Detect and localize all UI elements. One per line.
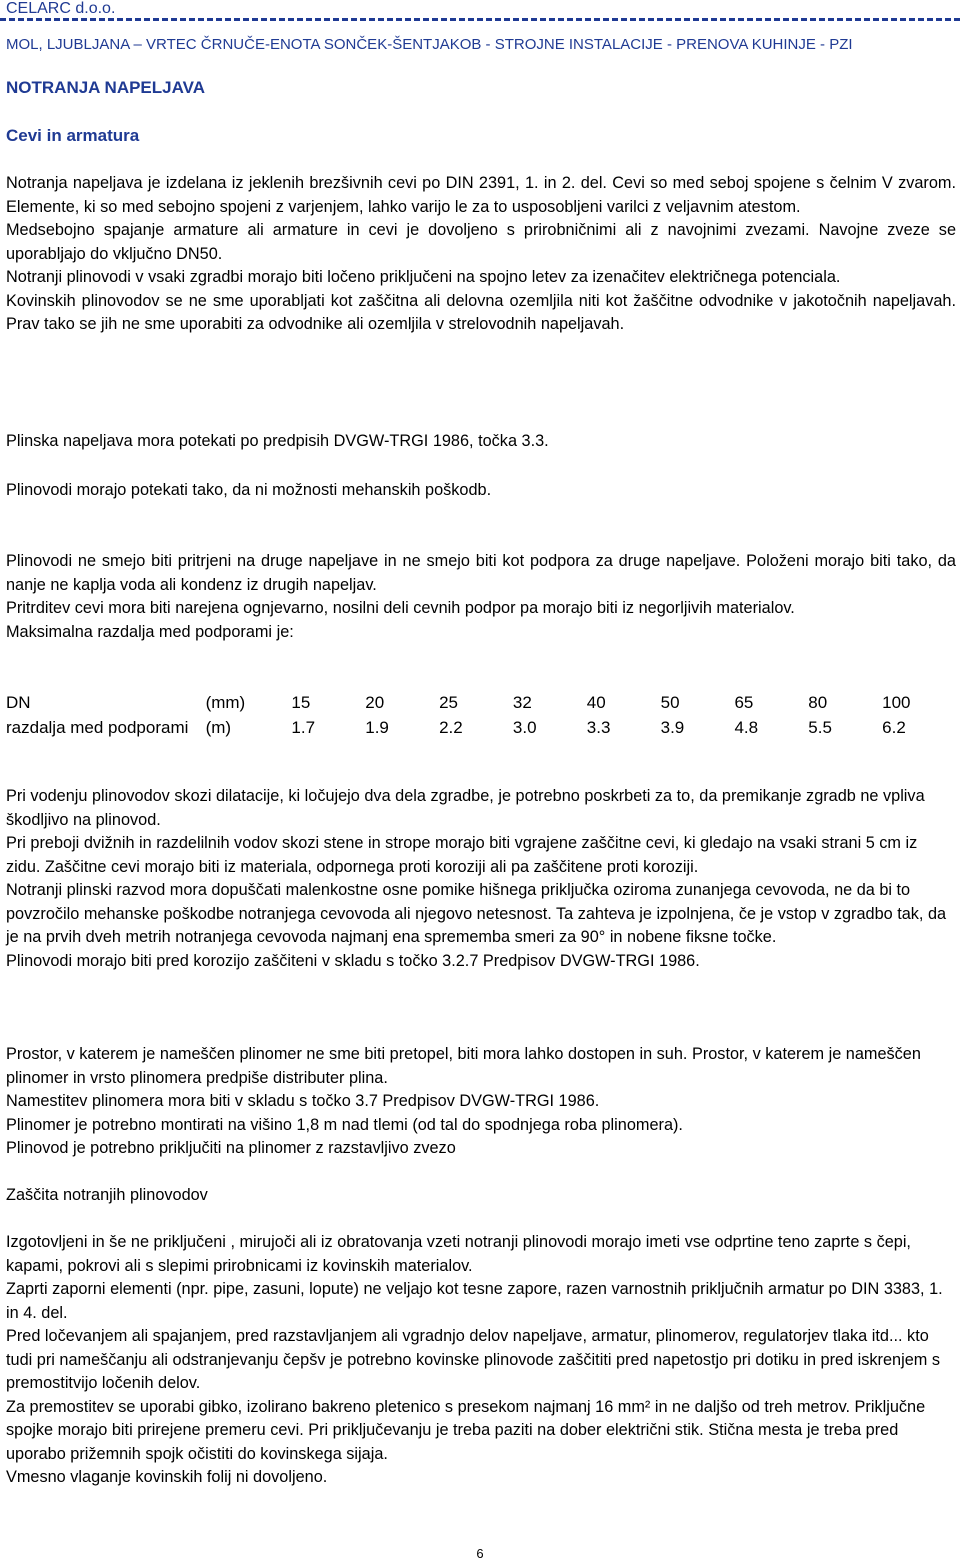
section-2-paragraph-1: Pri vodenju plinovodov skozi dilatacije, ki ločujejo dva dela zgradbe, je potrebno poskrbeti za to, da premikanje zgradb ne vpliva škodljivo na plinovod.: [6, 787, 925, 829]
company-name: CELARC d.o.o.: [6, 0, 116, 17]
header-divider: [0, 18, 960, 27]
section-4: [6, 1231, 956, 1490]
section-4-paragraph-2: Zaprti zaporni elementi (npr. pipe, zasuni, lopute) ne veljajo kot tesne zapore, razen varnostnih priključnih armatur po DIN 3383, 1. in 4. del.: [6, 1280, 943, 1322]
table-cell: 1.9: [365, 717, 389, 737]
table-cell: 100: [882, 692, 911, 712]
table-row-label: razdalja med podporami: [6, 717, 189, 737]
section-4-paragraph-3: Pred ločevanjem ali spajanjem, pred razstavljanjem ali vgradnjo delov napeljave, armatur, plinomerov, regulatorjev tlaka itd... kto tudi pri nameščanju ali odstranjevanju čepšv je potrebno kovinske plinovode zaščititi pred napetostjo pri dotiku in pred iskrenjem s premostitvijo ločenih delov.: [6, 1327, 940, 1392]
table-row: [6, 690, 956, 715]
section-2-paragraph-3: Notranji plinski razvod mora dopuščati malenkostne osne pomike hišnega priključka oziroma zunanjega cevovoda, ne da bi to povzročilo mehanske poškodbe notranjega cevovoda ali njegovo netesnost. Ta zahteva je izpolnjena, če je vstop v zgradbo tak, da je na prvih dveh metrih notranjega cevovoda najmanj ena sprememba smeri za 90° in nobene fiksne točke.: [6, 881, 947, 946]
support-block: [6, 550, 956, 644]
support-paragraph-1: Plinovodi ne smejo biti pritrjeni na druge napeljave in ne smejo biti kot podpora za druge napeljave. Položeni morajo biti tako, da nanje ne kaplja voda ali kondenz iz drugih napeljav.: [6, 552, 956, 594]
table-cell: 65: [734, 692, 754, 712]
support-distance-table: [6, 690, 956, 740]
table-cell: 80: [808, 692, 828, 712]
table-cell: 4.8: [734, 717, 759, 737]
table-cell: 3.0: [512, 717, 537, 737]
support-paragraph-3: Maksimalna razdalja med podporami je:: [6, 622, 294, 641]
rule-1: Plinska napeljava mora potekati po predpisih DVGW-TRGI 1986, točka 3.3.: [6, 432, 549, 450]
table-cell: 25: [439, 692, 458, 712]
intro-block: [6, 172, 956, 337]
section-3: [6, 1043, 956, 1161]
section-3-paragraph-4: Plinovod je potrebno priključiti na plinomer z razstavljivo zvezo: [6, 1139, 456, 1157]
table-cell: 2.2: [439, 717, 463, 737]
table-cell: 40: [586, 692, 606, 712]
table-row-label: DN: [6, 692, 31, 712]
intro-paragraph-1: Notranja napeljava je izdelana iz jeklenih brezšivnih cevi po DIN 2391, 1. in 2. del. Cevi so med seboj spojene s čelnim V zvarom. Elemente, ki so med sebojno spojeni z varjenjem, lahko varijo le za to usposobljeni varilci z veljavnim atestom.: [6, 174, 956, 216]
intro-paragraph-3: Notranji plinovodi v vsaki zgradbi morajo biti ločeno priključeni na spojno letev za izenačitev električnega potenciala.: [6, 268, 841, 286]
section-2-paragraph-4: Plinovodi morajo biti pred korozijo zaščiteni v skladu s točko 3.2.7 Predpisov DVGW-TRGI 1986.: [6, 951, 700, 970]
rule-2: Plinovodi morajo potekati tako, da ni možnosti mehanskih poškodb.: [6, 481, 492, 499]
table-cell: 50: [660, 692, 680, 712]
table-cell: 20: [365, 692, 385, 712]
section-2: [6, 785, 956, 973]
subsection-title: Cevi in armatura: [6, 126, 140, 145]
section-3-paragraph-3: Plinomer je potrebno montirati na višino 1,8 m nad tlemi (od tal do spodnjega roba plinomera).: [6, 1115, 683, 1134]
section-2-paragraph-2: Pri preboji dvižnih in razdelilnih vodov skozi stene in strope morajo biti vgrajene zaščitne cevi, ki gledajo na vsaki strani 5 cm iz zidu. Zaščitne cevi morajo biti iz materiala, odpornega proti koroziji ali pa zaščitene proti koroziji.: [6, 834, 918, 876]
table-cell: 32: [512, 692, 532, 712]
table-row: [6, 715, 956, 740]
section-4-paragraph-1: Izgotovljeni in še ne priključeni , mirujoči ali iz obratovanja vzeti notranji plinovodi morajo imeti vse odprtine teno zaprte s čepi, kapami, pokrovi ali s slepimi prirobnicami iz kovinskih materialov.: [6, 1233, 911, 1275]
table-cell: 5.5: [808, 717, 832, 737]
protection-heading: Zaščita notranjih plinovodov: [6, 1186, 208, 1204]
section-3-paragraph-1: Prostor, v katerem je nameščen plinomer ne sme biti pretopel, biti mora lahko dostopen in suh. Prostor, v katerem je nameščen plinomer in vrsto plinomera predpiše distributer plina.: [6, 1045, 921, 1087]
table-row-unit: (mm): [205, 692, 246, 712]
section-4-paragraph-4: Za premostitev se uporabi gibko, izolirano bakreno pletenico s presekom najmanj 16 mm² in ne daljšo od treh metrov. Priključne spojke morajo biti prirejene premeru cevi. Pri priključevanju je treba paziti na dober električni stik. Stična mesta je treba pred uporabo prižemnih spojk očistiti do kovinskega sijaja.: [6, 1397, 926, 1463]
table-cell: 6.2: [882, 717, 906, 737]
table-cell: 3.9: [660, 717, 685, 737]
section-title: NOTRANJA NAPELJAVA: [6, 78, 205, 97]
table-row-unit: (m): [205, 717, 232, 737]
intro-paragraph-2: Medsebojno spajanje armature ali armature in cevi je dovoljeno s prirobničnimi ali z navojnimi zvezami. Navojne zveze se uporabljajo do vključno DN50.: [6, 221, 956, 263]
support-paragraph-2: Pritrditev cevi mora biti narejena ognjevarno, nosilni deli cevnih podpor pa morajo biti iz negorljivih materialov.: [6, 599, 795, 617]
section-3-paragraph-2: Namestitev plinomera mora biti v skladu s točko 3.7 Predpisov DVGW-TRGI 1986.: [6, 1092, 600, 1110]
section-4-paragraph-5: Vmesno vlaganje kovinskih folij ni dovoljeno.: [6, 1468, 328, 1486]
table-cell: 1.7: [291, 717, 316, 737]
intro-paragraph-4: Kovinskih plinovodov se ne sme uporabljati kot zaščitna ali delovna ozemljila niti kot žaščitne odvodnike v jakotočnih napeljavah. Prav tako se jih ne sme uporabiti za odvodnike ali ozemljila v strelovodnih napeljavah.: [6, 291, 956, 333]
table-cell: 15: [291, 692, 311, 712]
page-number: 6: [476, 1546, 484, 1561]
project-title: MOL, LJUBLJANA – VRTEC ČRNUČE-ENOTA SONČEK-ŠENTJAKOB - STROJNE INSTALACIJE - PRENOVA KUHINJE - PZI: [6, 36, 853, 53]
table-cell: 3.3: [586, 717, 611, 737]
